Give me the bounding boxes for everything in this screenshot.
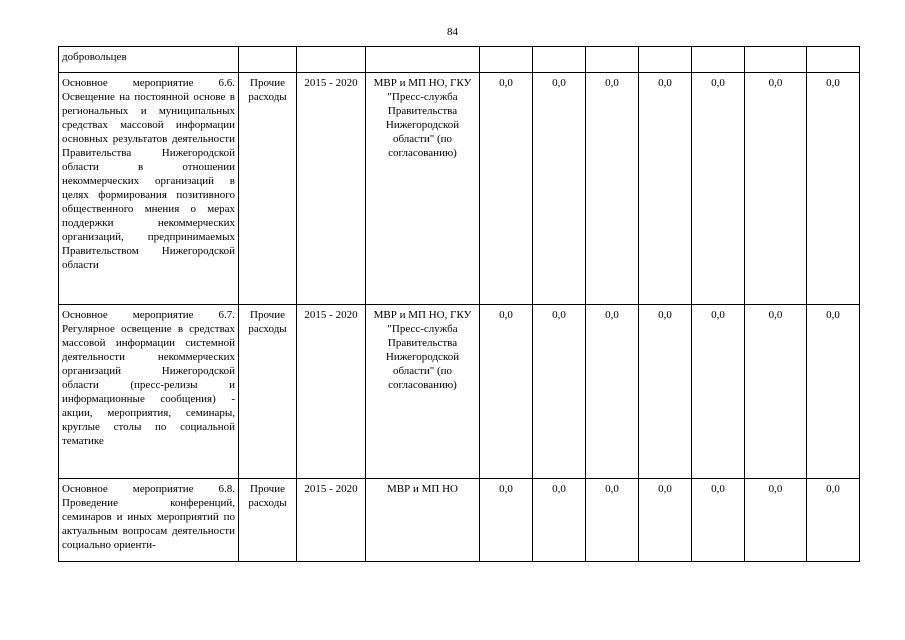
period: 2015 - 2020 [297,479,366,562]
table-cell [807,47,860,73]
expense-type: Прочие расходы [239,479,297,562]
period: 2015 - 2020 [297,305,366,479]
value-cell: 0,0 [533,305,586,479]
value-cell: 0,0 [639,305,692,479]
activity-description: Основное мероприятие 6.8. Проведение конференций, семинаров и иных мероприятий по актуальным вопросам деятельности социально ориенти- [59,479,239,562]
period: 2015 - 2020 [297,73,366,305]
value-cell: 0,0 [692,73,745,305]
value-cell: 0,0 [639,479,692,562]
expense-type: Прочие расходы [239,73,297,305]
value-cell: 0,0 [745,479,807,562]
value-cell: 0,0 [586,73,639,305]
table-cell [745,47,807,73]
table-cell [639,47,692,73]
activity-description: Основное мероприятие 6.6. Освещение на постоянной основе в региональных и муниципальных средствах массовой информации основных результатов деятельности Правительства Нижегородской области в отношении некоммерческих организаций в целях формирования позитивного общественного мнения о мерах поддержки некоммерческих организаций, предпринимаемых Правительством Нижегородской области [59,73,239,305]
value-cell: 0,0 [807,305,860,479]
value-cell: 0,0 [480,479,533,562]
table-cell [480,47,533,73]
value-cell: 0,0 [480,73,533,305]
table-cell [533,47,586,73]
value-cell: 0,0 [533,73,586,305]
value-cell: 0,0 [745,305,807,479]
value-cell: 0,0 [586,479,639,562]
executor: МВР и МП НО, ГКУ "Пресс-служба Правительства Нижегородской области" (по согласованию) [366,73,480,305]
table-cell [297,47,366,73]
value-cell: 0,0 [807,479,860,562]
table-cell [586,47,639,73]
table-row [59,305,860,479]
value-cell: 0,0 [745,73,807,305]
table-row-continuation [59,47,860,73]
continued-text: добровольцев [59,47,239,73]
value-cell: 0,0 [586,305,639,479]
value-cell: 0,0 [480,305,533,479]
activity-description: Основное мероприятие 6.7. Регулярное освещение в средствах массовой информации системной деятельности некоммерческих организаций Нижегородской области (пресс-релизы и информационные сообщения) - акции, мероприятия, семинары, круглые столы по социальной тематике [59,305,239,479]
value-cell: 0,0 [692,479,745,562]
executor: МВР и МП НО, ГКУ "Пресс-служба Правительства Нижегородской области" (по согласованию) [366,305,480,479]
value-cell: 0,0 [639,73,692,305]
table-row [59,73,860,305]
value-cell: 0,0 [692,305,745,479]
table-row [59,479,860,562]
program-table [58,46,860,562]
value-cell: 0,0 [807,73,860,305]
table-cell [692,47,745,73]
value-cell: 0,0 [533,479,586,562]
expense-type: Прочие расходы [239,305,297,479]
table-cell [239,47,297,73]
table-cell [366,47,480,73]
page-number: 84 [447,26,458,38]
executor: МВР и МП НО [366,479,480,562]
